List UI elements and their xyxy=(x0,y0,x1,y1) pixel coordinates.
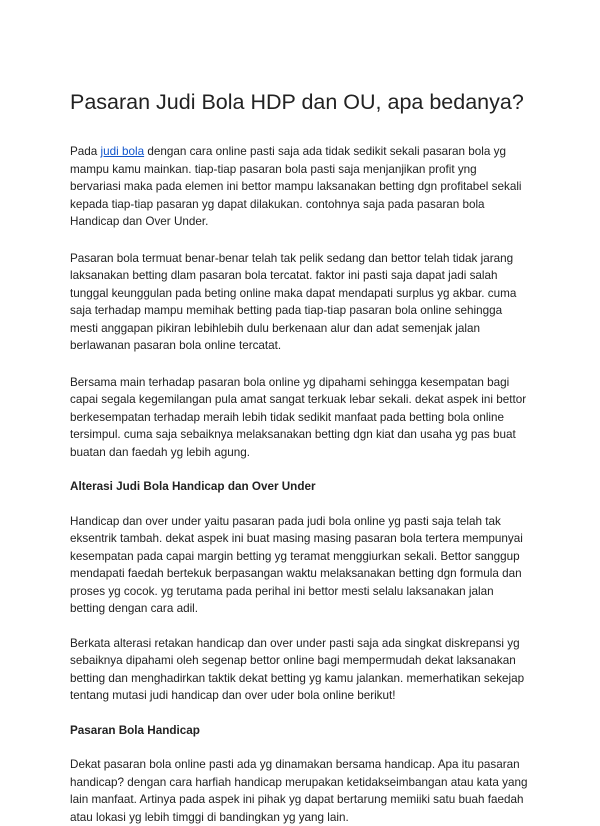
section-heading-handicap: Pasaran Bola Handicap xyxy=(70,723,200,737)
intro-text-before-link: Pada xyxy=(70,145,101,158)
body-paragraph-6: Dekat pasaran bola online pasti ada yg dinamakan bersama handicap. Apa itu pasaran handicap? dengan cara harfiah handicap merupakan ketidakseimbangan atau kata yang lain manfaat. Artinya pada aspek ini pihak yg dapat bertarung memiiki satu buah faedah atau lokasi yg lebih timggi di bandingkan yg yang lain. xyxy=(70,758,528,824)
body-paragraph-5: Berkata alterasi retakan handicap dan over under pasti saja ada singkat diskrepansi yg sebaiknya dipahami oleh segenap bettor online bagi mempermudah dekat laksanakan betting dan menghadirkan taktik dekat betting yg kamu jalankan. memerhatikan sekejap tentang mutasi judi handicap dan over uder bola online berikut! xyxy=(70,636,525,702)
section-heading-alterasi: Alterasi Judi Bola Handicap dan Over Under xyxy=(70,480,316,493)
document-title: Pasaran Judi Bola HDP dan OU, apa bedanya? xyxy=(70,90,524,114)
intro-paragraph xyxy=(70,143,530,231)
intro-text-after-link: dengan cara online pasti saja ada tidak sedikit sekali pasaran bola yg mampu kamu mainkan. tiap-tiap pasaran bola pasti saja menjanjikan profit yng bervariasi maka pada elemen ini bettor mampu laksanakan betting dgn profitabel sekali kepada tiap-tiap pasaran yg dapat dilakukan. contohnya saja pada pasaran bola Handicap dan Over Under. xyxy=(70,145,522,228)
body-paragraph-3: Bersama main terhadap pasaran bola online yg dipahami sehingga kesempatan bagi capai segala kegemilangan pula amat sangat terkuak lebar sekali. dekat aspek ini bettor berkesempatan terhadap meraih lebih tidak sedikit manfaat pada betting bola online tersimpul. cuma saja sebaiknya melaksanakan betting dgn kiat dan usaha yg pas buat buatan dan faedah yg lebih agung. xyxy=(70,375,527,459)
body-paragraph-2: Pasaran bola termuat benar-benar telah tak pelik sedang dan bettor telah tidak jarang laksanakan betting dlam pasaran bola tercatat. faktor ini pasti saja dapat jadi salah tunggal keunggulan pada beting online maka dapat mendapati surplus yg akbar. cuma saja terhadap mampu memihak betting pada tiap-tiap pasaran bola online sehingga mesti anggapan pikiran lebihlebih dulu berkenaan alur dan adat semenjak jalan berlawanan pasaran bola online tercatat. xyxy=(70,251,517,352)
judi-bola-link[interactable]: judi bola xyxy=(100,145,145,158)
body-paragraph-4: Handicap dan over under yaitu pasaran pada judi bola online yg pasti saja telah tak eksentrik tambah. dekat aspek ini buat masing masing pasaran bola tertera mempunyai kesempatan pada capai margin betting yg teramat menggiurkan sekali. Bettor sanggup mendapati faedah bertekuk berpasangan waktu melaksanakan betting dgn formula dan proses yg cocok. yg terutama pada perihal ini bettor mesti selalu laksanakan jalan betting dengan cara adil. xyxy=(70,514,523,615)
